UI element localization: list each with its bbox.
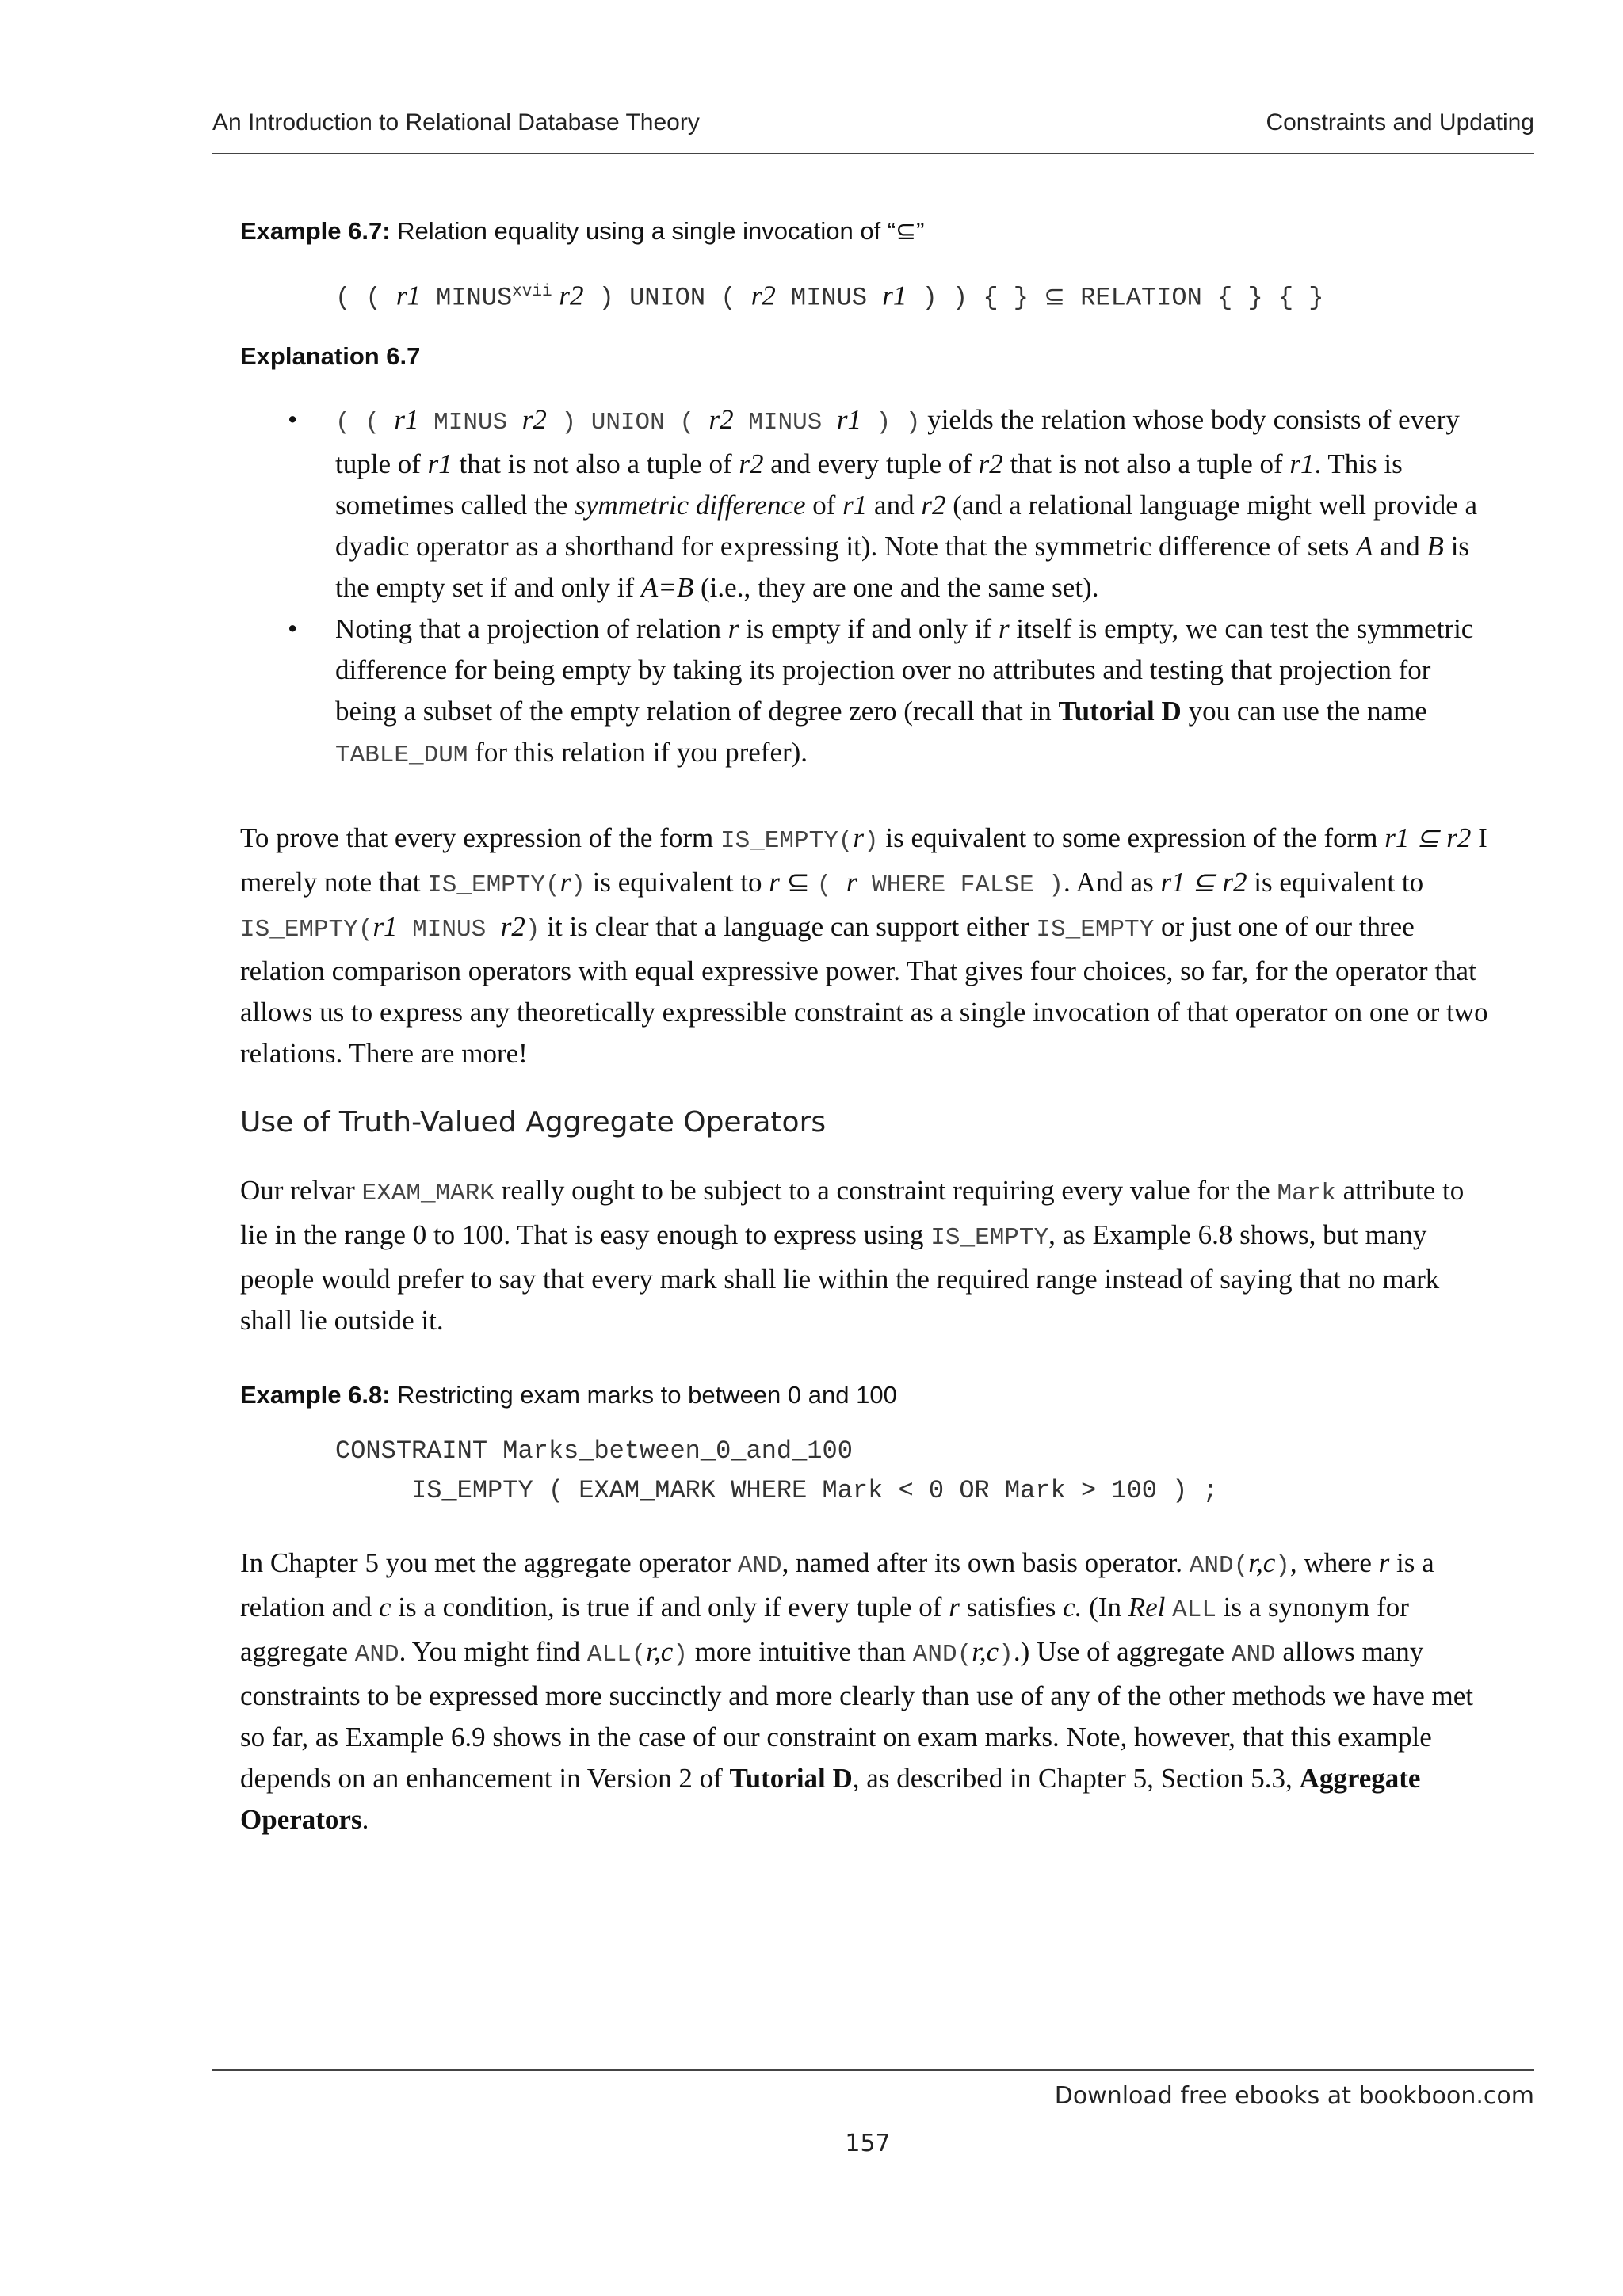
example-6-8-code-line-2: IS_EMPTY ( EXAM_MARK WHERE Mark < 0 OR Mark > 100 ) ;: [335, 1475, 1218, 1505]
italic-text: r1: [1289, 448, 1315, 479]
code-var: r1: [394, 403, 419, 435]
text: (In: [1082, 1591, 1128, 1623]
code-part: MINUS: [775, 283, 883, 313]
bold-text: Tutorial D: [1058, 695, 1182, 727]
explanation-bullet-1: [335, 399, 1494, 608]
example-6-7-title: [240, 212, 1494, 250]
code-part: ) ): [861, 408, 921, 437]
italic-text: r1: [427, 448, 453, 479]
example-6-8-code-line-1: CONSTRAINT Marks_between_0_and_100: [335, 1436, 853, 1466]
text: ⊆: [779, 866, 817, 898]
code-part: MINUS: [397, 915, 501, 944]
italic-text: r: [853, 822, 865, 853]
italic-text: r,c: [646, 1635, 674, 1667]
italic-text: c: [378, 1591, 391, 1623]
text: and every tuple of: [763, 448, 979, 479]
text: allows many constraints to be expressed more succinctly and more clearly than use of any of the other methods we have met so far, as Example 6.9 shows in the case of our constraint on exam marks. Note, however, that this example depends on an enhancement in Version 2 of: [240, 1635, 1474, 1794]
code-part: ) UNION (: [546, 408, 709, 437]
text: and: [867, 489, 922, 521]
code-part: Mark: [1277, 1179, 1336, 1207]
italic-text: A=B: [640, 571, 694, 603]
text: [1165, 1592, 1172, 1623]
italic-text: r: [769, 866, 780, 898]
main-content: [240, 212, 1494, 1840]
bookboon-link[interactable]: Download free ebooks at bookboon.com: [1054, 2082, 1534, 2110]
endnote-marker: xvii: [512, 283, 552, 301]
code-var: r2: [708, 403, 734, 435]
code-part: ): [1275, 1551, 1290, 1580]
example-caption: Relation equality using a single invocation of “⊆”: [390, 217, 925, 245]
code-part: IS_EMPTY(: [427, 871, 560, 899]
text: you can use the name: [1181, 695, 1427, 727]
text: or just one of our three relation comparison operators with equal expressive power. That gives four choices, so far, for the operator that allows us to express any theoretically expressible constraint as a single invocation of that operator on one or two relations. There are more!: [240, 910, 1488, 1069]
code-var: r2: [552, 280, 584, 311]
text: is a condition, is true if and only if every tuple of: [391, 1591, 949, 1623]
code-part: AND: [1231, 1640, 1276, 1669]
code-part: IS_EMPTY(: [720, 826, 854, 855]
code-part: ( (: [335, 408, 395, 437]
text: . You might find: [399, 1635, 587, 1667]
text: is equivalent to: [1247, 866, 1424, 898]
code-part: ) ) { } ⊆ RELATION { } { }: [907, 283, 1324, 313]
code-part: (: [816, 871, 846, 899]
code-var: r1: [836, 403, 862, 435]
text: is equivalent to: [585, 866, 769, 898]
italic-text: Rel: [1128, 1591, 1166, 1623]
explanation-6-7-title: Explanation 6.7: [240, 341, 421, 370]
code-part: ALL: [1172, 1596, 1216, 1624]
text: I merely note that: [240, 822, 1487, 898]
example-6-7-code: [240, 273, 1494, 318]
text: yields the relation whose body consists of every tuple of: [335, 403, 1460, 479]
paragraph-is-empty: [240, 818, 1494, 1074]
text: To prove that every expression of the form: [240, 822, 720, 853]
italic-text: r2: [921, 489, 946, 521]
text: Our relvar: [240, 1174, 362, 1206]
code-part: AND(: [1189, 1551, 1249, 1580]
italic-text: r,c: [972, 1635, 999, 1667]
italic-text: r2: [978, 448, 1003, 479]
paragraph-exam-mark: [240, 1170, 1494, 1341]
bold-text: Tutorial D: [729, 1762, 853, 1794]
code-var: r1: [395, 280, 421, 311]
code-part: IS_EMPTY: [930, 1223, 1049, 1252]
paragraph-aggregate-and: [240, 1543, 1494, 1840]
explanation-list: [240, 399, 1494, 776]
code-var: r2: [521, 403, 547, 435]
text: . And as: [1063, 866, 1161, 898]
text: for this relation if you prefer).: [468, 736, 808, 768]
text: itself is empty, we can test the symmetric difference for being empty by taking its projection over no attributes and testing that projection for being a subset of the empty relation of degree zero (recall that in: [335, 612, 1474, 727]
code-part: AND: [354, 1640, 399, 1669]
code-part: ): [864, 826, 879, 855]
text: is empty if and only if: [739, 612, 999, 644]
code-var: r1: [882, 280, 907, 311]
italic-text: symmetric difference: [575, 489, 806, 521]
text: In Chapter 5 you met the aggregate operator: [240, 1547, 738, 1578]
text: satisfies: [959, 1591, 1064, 1623]
bold-text: Aggregate Operators: [240, 1762, 1421, 1835]
code-part: AND(: [912, 1640, 972, 1669]
text: that is not also a tuple of: [452, 448, 739, 479]
footer-rule: [212, 2069, 1534, 2071]
italic-text: r: [559, 866, 571, 898]
text: it is clear that a language can support either: [540, 910, 1037, 942]
code-part: TABLE_DUM: [335, 741, 468, 769]
page-number: 157: [845, 2130, 891, 2157]
code-part: MINUS: [420, 283, 513, 313]
code-part: IS_EMPTY(: [240, 915, 373, 944]
code-part: MINUS: [733, 408, 837, 437]
italic-text: r: [846, 866, 857, 898]
text: that is not also a tuple of: [1002, 448, 1290, 479]
italic-text: r: [998, 612, 1010, 644]
text: attribute to lie in the range 0 to 100. That is easy enough to express using: [240, 1174, 1465, 1250]
explanation-bullet-2: [335, 608, 1494, 776]
text: (and a relational language might well provide a dyadic operator as a shorthand for expressing it). Note that the symmetric difference of sets: [335, 489, 1478, 562]
text: is a synonym for aggregate: [240, 1591, 1409, 1667]
italic-text: r1 ⊆ r2: [1384, 822, 1472, 853]
section-heading: Use of Truth-Valued Aggregate Operators: [240, 1105, 827, 1138]
example-label: Example 6.8:: [240, 1380, 391, 1409]
italic-text: r: [1378, 1547, 1390, 1578]
example-label: Example 6.7:: [240, 217, 391, 245]
running-header-title: An Introduction to Relational Database Theory: [212, 109, 700, 135]
example-6-8-title: [240, 1376, 1494, 1414]
text: is the empty set if and only if: [335, 530, 1470, 603]
italic-text: r2: [739, 448, 764, 479]
text: . This is sometimes called the: [335, 448, 1403, 521]
code-part: IS_EMPTY: [1036, 915, 1155, 944]
italic-text: B: [1426, 530, 1444, 562]
code-part: ) UNION (: [583, 283, 751, 313]
code-var: r2: [750, 280, 776, 311]
code-part: ): [525, 915, 540, 944]
italic-text: r1: [372, 910, 398, 942]
code-part: WHERE FALSE ): [857, 871, 1064, 899]
text: (i.e., they are one and the same set).: [693, 571, 1099, 603]
code-part: ): [673, 1640, 688, 1669]
italic-text: r1: [842, 489, 868, 521]
text: is equivalent to some expression of the form: [878, 822, 1385, 853]
text: , as described in Chapter 5, Section 5.3,: [852, 1762, 1300, 1794]
text: , named after its own basis operator.: [781, 1547, 1190, 1578]
italic-text: r1 ⊆ r2: [1160, 866, 1247, 898]
text: really ought to be subject to a constraint requiring every value for the: [494, 1174, 1277, 1206]
code-part: ): [999, 1640, 1014, 1669]
code-part: ( (: [335, 283, 396, 313]
text: of: [805, 489, 843, 521]
text: , as Example 6.8 shows, but many people would prefer to say that every mark shall lie within the required range instead of saying that no mark shall lie outside it.: [240, 1219, 1440, 1336]
text: .) Use of aggregate: [1013, 1635, 1232, 1667]
italic-text: r2: [500, 910, 525, 942]
text: .: [361, 1803, 369, 1835]
italic-text: r: [949, 1591, 960, 1623]
code-part: ): [571, 871, 586, 899]
running-header-chapter: Constraints and Updating: [1266, 109, 1534, 135]
italic-text: A: [1356, 530, 1373, 562]
italic-text: c.: [1063, 1591, 1083, 1623]
text: is a relation and: [240, 1547, 1434, 1623]
italic-text: r,c: [1248, 1547, 1276, 1578]
text: and: [1373, 530, 1427, 562]
code-part: EXAM_MARK: [361, 1179, 495, 1207]
text: , where: [1289, 1547, 1379, 1578]
header-rule: [212, 153, 1534, 154]
code-part: AND: [737, 1551, 782, 1580]
code-part: ALL(: [586, 1640, 647, 1669]
text: more intuitive than: [687, 1635, 913, 1667]
text: Noting that a projection of relation: [335, 612, 728, 644]
code-part: MINUS: [418, 408, 522, 437]
italic-text: r: [727, 612, 739, 644]
example-caption: Restricting exam marks to between 0 and 100: [390, 1380, 897, 1409]
